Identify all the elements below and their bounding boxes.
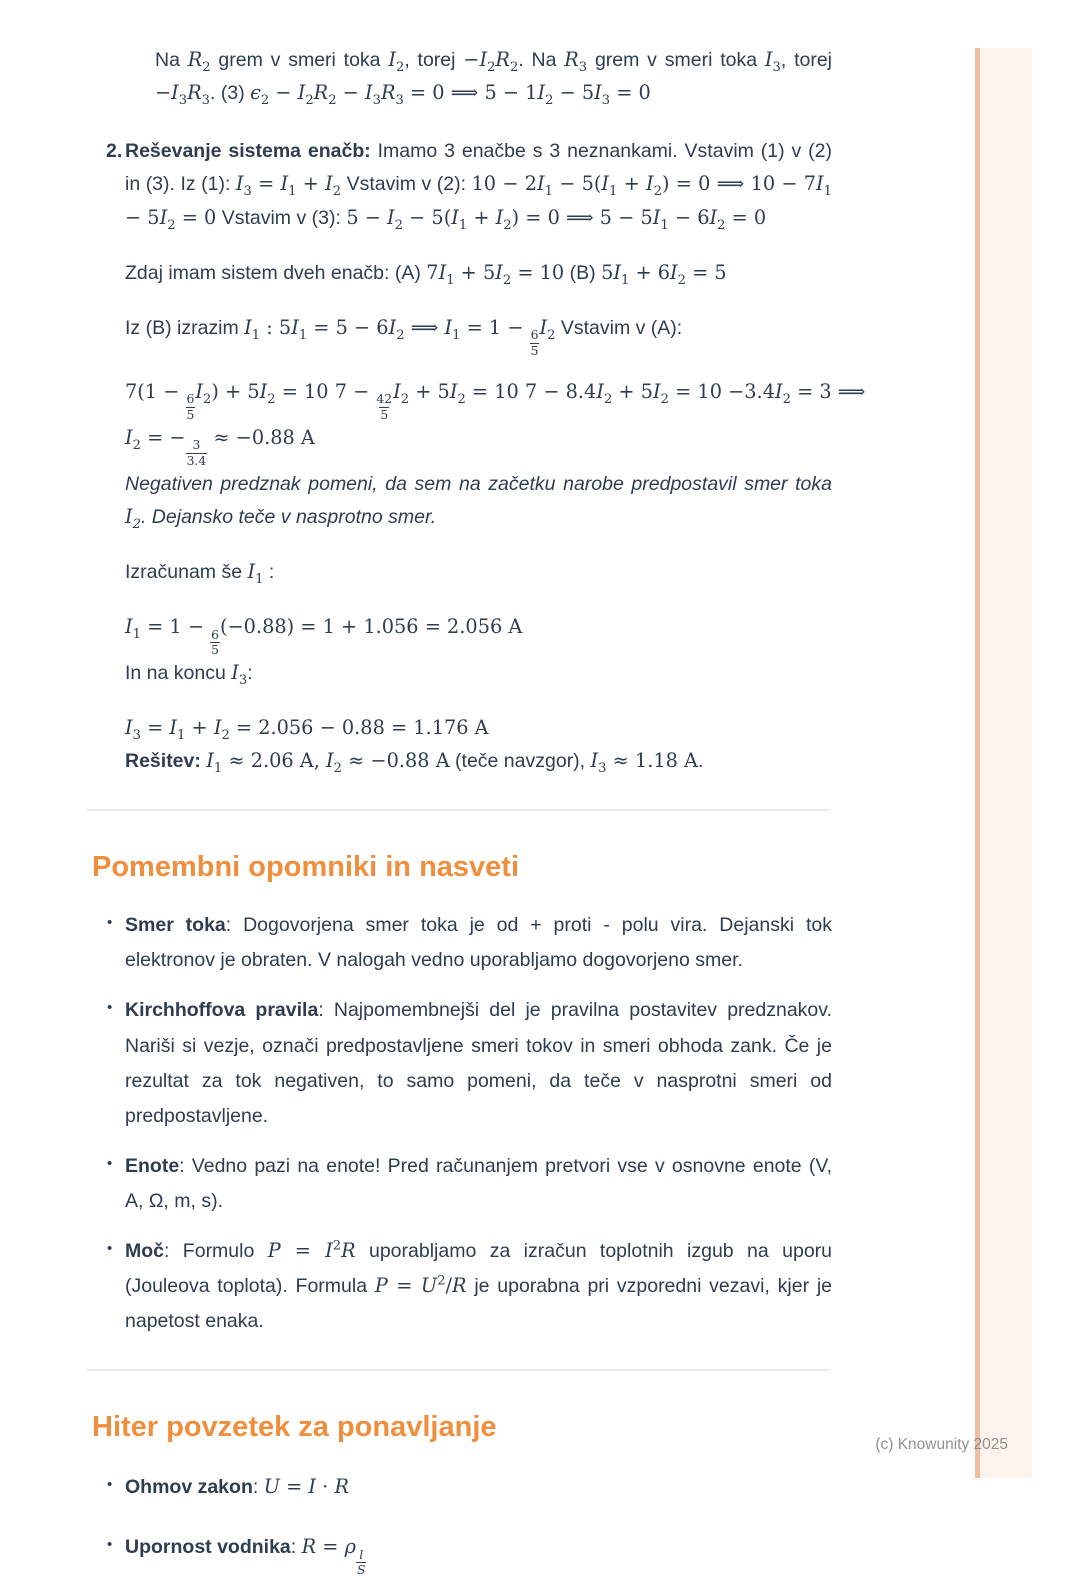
list-item-text: Kirchhoffova pravila: Najpomembnejši del je pravilna postavitev predznakov. Nariši si vezje, označi predpostavljene smeri tokov in smeri obhoda zank. Če je rezultat za tok negativen, to samo pomeni, da teče v nasprotni smeri od predpostavljene. [125,999,832,1127]
equation-block-i3 [125,712,832,778]
equation-i3-result: $I_3 = I_1 + I_2 = 2.056 - 0.88 = 1.176$ A [125,716,489,744]
list-item [92,1530,832,1577]
list-item [92,908,832,978]
equation-i2-result: $I_2$ = − $\frac{3}{3.4}$ ≈ −0.88 A [125,425,315,468]
bullet-icon: • [107,1476,113,1494]
numbered-item-text: Reševanje sistema enačb: Imamo 3 enačbe s 3 neznankami. Vstavim (1) v (2) in (3). Iz (1): $I_3 = I_1 + I_2$ Vstavim v (2): $10 - 2I_1 - 5(I_1 + I_2) = 0$ ⟹ $10 - 7I_1 - 5I_2 = 0$ Vstavim v (3): $5 - I_2 - 5(I_1 + I_2) = 0$ ⟹ $5 - 5I_1 - 6I_2 = 0$ [125,140,833,233]
section-heading-summary: Hiter povzetek za ponavljanje [92,1411,497,1444]
list-item [92,993,832,1133]
bullet-icon: • [107,914,113,932]
notes-bullet-list [92,908,832,1339]
paragraph-express-i1: Iz (B) izrazim $I_1$ : $5I_1 = 5 - 6I_2$ ⟹ $I_1 = 1$ − $\frac{6}{5}$ $I_2$ Vstavim v (A): [125,315,683,358]
footer-copyright: (c) Knowunity 2025 [875,1436,1008,1453]
list-item-text: Enote: Vedno pazi na enote! Pred računanjem pretvori vse v osnovne enote (V, A, Ω, m, s). [125,1154,832,1212]
paragraph-two-equations: Zdaj imam sistem dveh enačb: (A) $7I_1 + 5I_2 = 10$ (B) $5I_1 + 6I_2 = 5$ [125,260,727,288]
equation-i1-result: $I_1 = 1$ − $\frac{6}{5}$ (−0.88) = 1 + 1.056 = 2.056 A [125,615,523,657]
bullet-icon: • [107,1536,113,1554]
list-item-text: Smer toka: Dogovorjena smer toka je od + proti - polu vira. Dejanski tok elektronov je obraten. V nalogah vedno uporabljamo dogovorjeno smer. [125,914,832,972]
equation-block-i2 [125,376,866,468]
solution-line: Rešitev: $I_1 \approx 2.06$ A, $I_2 \approx -0.88$ A (teče navzgor), $I_3 \approx 1.18$ A. [125,749,704,777]
divider [87,1369,831,1371]
paragraph-loop-derivation: Na $R_2$ grem v smeri toka $I_2$, torej $-I_2R_2$. Na $R_3$ grem v smeri toka $I_3$, torej $-I_3R_3$. (3) $\epsilon_2 - I_2R_2 - I_3R_3 = 0$ ⟹ $5 - 1I_2 - 5I_3 = 0$ [155,48,832,108]
list-item [92,1234,832,1339]
summary-bullet-list [92,1470,832,1577]
list-item [92,1470,832,1505]
equation-substitution: 7(1 − $\frac{6}{5}$ $I_2) + 5I_2 = 10$ 7 − $\frac{42}{5}$ $I_2 + 5I_2 = 10$ $7 - 8.4I_2 + 5I_2 = 10 -3.4I_2 = 3$ ⟹ [125,379,866,422]
section-heading-notes: Pomembni opomniki in nasveti [92,850,520,883]
list-item [92,1149,832,1219]
equation-block-i1 [125,611,832,690]
list-item-text: Upornost vodnika: R = ρ $\frac{l}{S}$ [125,1535,366,1577]
paragraph-then-i3: In na koncu $I_3$: [125,661,253,688]
numbered-item-solving-system [92,135,832,234]
list-item-text: Moč: Formulo $P = I^2R$ uporabljamo za izračun toplotnih izgub na uporu (Jouleova toplota). Formula $P = U^2/R$ je uporabna pri vzporedni vezavi, kjer je napetost enaka. [125,1238,832,1333]
list-item-text: Ohmov zakon: U = I · R [125,1475,349,1499]
paragraph-calc-i1: Izračunam še $I_1$ : [125,559,275,587]
list-number: 2. [106,140,123,163]
divider [87,809,831,811]
document-content [92,44,866,1577]
note-negative-sign: Negativen predznak pomeni, da sem na začetku narobe predpostavil smer toka $I_2$. Dejansko teče v nasprotno smer. [125,472,832,532]
bullet-icon: • [107,1240,113,1258]
bullet-icon: • [107,999,113,1017]
bullet-icon: • [107,1154,113,1172]
page-edge-stripe [975,48,1032,1478]
